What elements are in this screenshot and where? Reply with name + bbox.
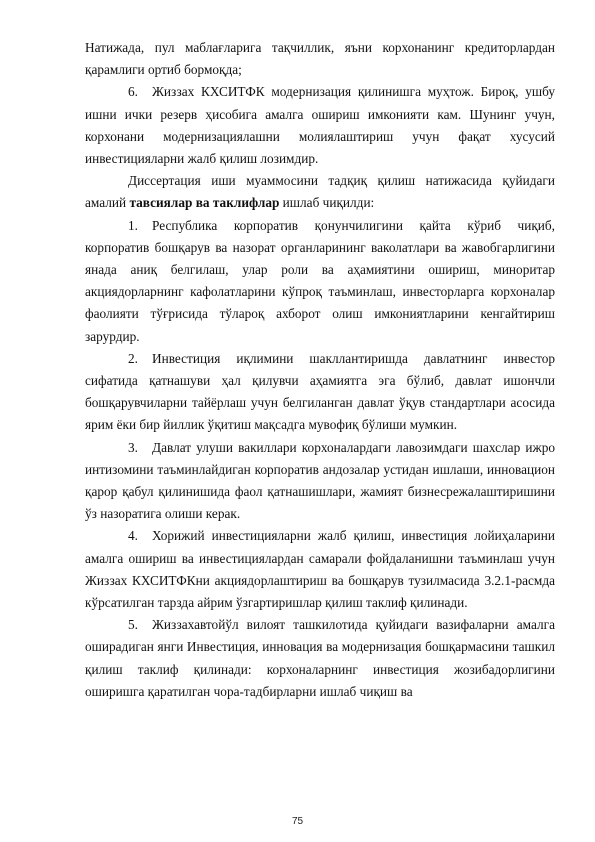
list-item-text: Жиззахавтойўл вилоят ташкилотида қуйидаги вазифаларни амалга оширадиган янги Инвестиция, инновация ва модернизация бошқармасини ташкил қилиш таклиф қилинади: корхоналарнинг инвестиция жозибадорлигини оширишга қаратилган чора-тадбирларни ишлаб чиқиш ва <box>85 617 555 699</box>
list-item <box>85 614 555 703</box>
paragraph-recommendations-intro <box>85 170 555 214</box>
page-number: 75 <box>291 816 304 827</box>
list-item-text: Инвестиция иқлимини шакллантиришда давлатнинг инвестор сифатида қатнашуви ҳал қилувчи аҳамиятга эга бўлиб, давлат ишончли бошқарувчиларни тайёрлаш учун белгиланган давлат ўқув стандартлари асосида ярим ёки бир йиллик ўқитиш мақсадга мувофиқ бўлиши мумкин. <box>85 350 555 433</box>
list-number: 1. <box>128 217 138 233</box>
list-number: 3. <box>128 439 138 455</box>
list-item-text: Республика корпоратив қонунчилигини қайта кўриб чиқиб, корпоратив бошқарув ва назорат органларининг ваколатлари ва жавобгарлигини янада аниқ белгилаш, улар роли ва аҳамиятини ошириш, миноритар акциядорларнинг кафолатларини кўпроқ таъминлаш, инвесторларга корхоналар фаолияти тўғрисида тўлароқ ахборот олиш имкониятларини кенгайтириш зарурдир. <box>85 217 555 344</box>
body-text <box>85 37 555 703</box>
list-item <box>85 348 555 437</box>
list-number: 4. <box>128 528 138 544</box>
list-item-text: Хорижий инвестицияларни жалб қилиш, инвестиция лойиҳаларини амалга ошириш ва инвестициялардан самарали фойдаланишни таъминлаш учун Жиззах КХСИТФКни акциядорлаштириш ва бошқарув тузилмасида 3.2.1-расмда кўрсатилган тарзда айрим ўзгартиришлар қилиш таклиф қилинади. <box>85 528 555 611</box>
list-item-text: Жиззах КХСИТФК модернизация қилинишга муҳтож. Бироқ, ушбу ишни ички резерв ҳисобига амалга ошириш имконияти кам. Шунинг учун, корхонани модернизациялашни молиялаштириш учун фақат хусусий инвестицияларни жалб қилиш лозимдир. <box>85 84 555 167</box>
list-item <box>85 437 555 526</box>
list-number: 5. <box>128 617 138 633</box>
list-item-6 <box>85 81 555 170</box>
paragraph-conclusion: Натижада, пул маблағларига тақчиллик, яъни корхонанинг кредиторлардан қарамлиги ортиб бормоқда; <box>85 40 555 78</box>
list-item-text: Давлат улуши вакиллари корхоналардаги лавозимдаги шахслар ижро интизомини таъминлайдиган корпоратив андозалар устидан ишлаши, инновацион қарор қабул қилинишида фаол қатнашишлари, жамият бизнесрежалаштиришини ўз назоратига олиши керак. <box>85 439 555 522</box>
list-item <box>85 525 555 614</box>
intro-text-end: ишлаб чиқилди: <box>279 195 375 211</box>
list-number: 2. <box>128 350 138 366</box>
list-item <box>85 215 555 348</box>
list-number: 6. <box>128 84 138 100</box>
intro-text-start: Диссертация иши муаммосини тадқиқ қилиш натижасида қуйидаги амалий <box>85 173 555 211</box>
intro-bold-phrase: тавсиялар ва таклифлар <box>129 195 280 211</box>
